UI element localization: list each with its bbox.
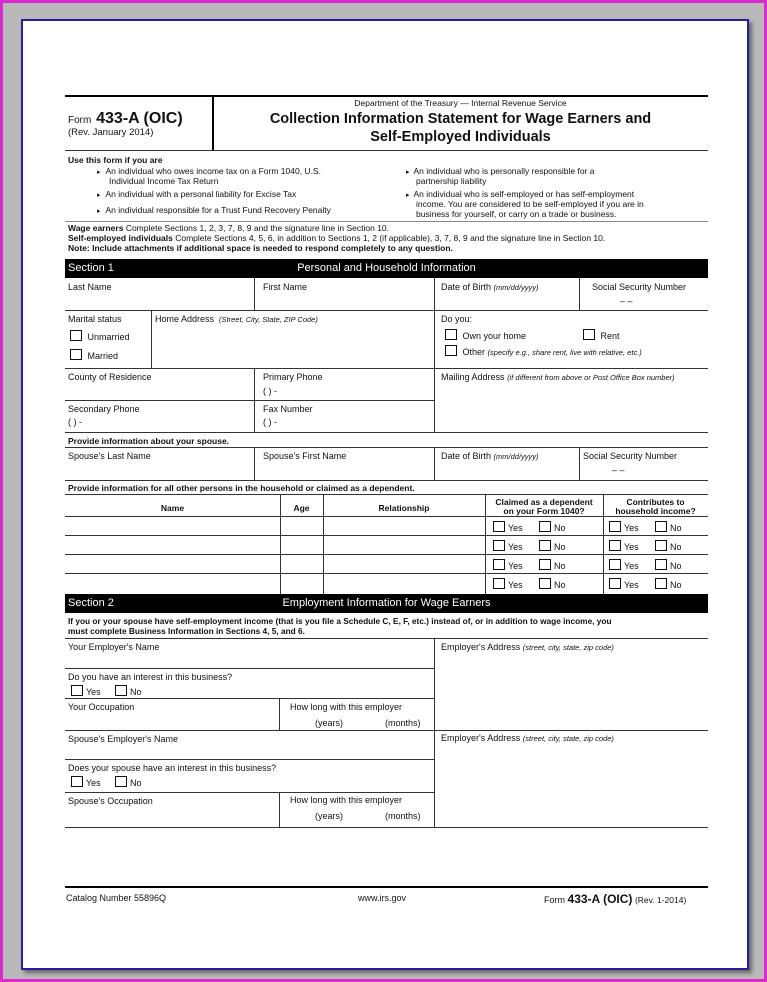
ssn-field[interactable] xyxy=(580,279,708,310)
first-name-field[interactable] xyxy=(255,279,434,310)
intro-rule xyxy=(65,221,708,222)
occupation-label: Your Occupation xyxy=(68,702,135,712)
divider xyxy=(279,792,280,827)
mailing-address-label: Mailing Address (if different from above or Post Office Box number) xyxy=(441,372,675,382)
spouse-interest-yes-option[interactable]: Yes xyxy=(71,776,101,788)
secondary-phone-field[interactable]: ( ) - xyxy=(68,417,82,427)
section2-title: Employment Information for Wage Earners xyxy=(282,597,491,609)
primary-phone-field[interactable]: ( ) - xyxy=(263,386,277,396)
col-name-header: Name xyxy=(160,503,185,513)
intro-bullet-right-1: ▸ An individual who is personally responsible for a xyxy=(406,166,595,176)
divider xyxy=(434,310,435,368)
interest-yes-option[interactable]: Yes xyxy=(71,685,101,697)
employer-address-label: Employer's Address (street, city, state, zip code) xyxy=(441,642,614,652)
employer-name-field[interactable] xyxy=(65,639,434,668)
spouse-ssn-dashes: – – xyxy=(612,465,625,475)
rule xyxy=(65,792,434,793)
spouse-interest-question: Does your spouse have an interest in this business? xyxy=(68,763,277,773)
spouse-first-name-label: Spouse's First Name xyxy=(263,451,347,461)
form-word: Form xyxy=(68,115,92,126)
spouse-dob-label: Date of Birth (mm/dd/yyyy) xyxy=(441,451,539,461)
other-checkbox[interactable] xyxy=(445,345,457,356)
intro-bullet-right-2b: income. You are considered to be self-employed if you are in xyxy=(416,199,644,209)
section1-number: Section 1 xyxy=(68,262,114,274)
attachments-note: Note: Include attachments if additional space is needed to respond completely to any question. xyxy=(68,243,453,253)
col-claimed-header-1: Claimed as a dependent xyxy=(495,497,593,507)
agency-name: Department of the Treasury — Internal Revenue Service xyxy=(354,98,567,108)
rent-option[interactable]: Rent xyxy=(583,329,620,341)
header-top-rule xyxy=(65,95,708,97)
married-checkbox[interactable] xyxy=(70,349,82,360)
claimed-no[interactable]: No xyxy=(539,540,566,552)
rule xyxy=(65,827,708,828)
intro-bullet-left-2: ▸ An individual with a personal liability for Excise Tax xyxy=(97,189,297,199)
divider xyxy=(279,698,280,730)
contrib-yes[interactable]: Yes xyxy=(609,521,639,533)
contrib-no[interactable]: No xyxy=(655,578,682,590)
home-address-label: Home Address (Street, City, State, ZIP Code) xyxy=(155,314,318,324)
interest-question: Do you have an interest in this business? xyxy=(68,672,233,682)
footer-rule xyxy=(65,886,708,888)
marital-status-label: Marital status xyxy=(68,314,122,324)
months-field[interactable]: (months) xyxy=(385,718,421,728)
contrib-yes[interactable]: Yes xyxy=(609,578,639,590)
spouse-employer-address-label: Employer's Address (street, city, state, zip code) xyxy=(441,733,614,743)
interest-no-checkbox[interactable] xyxy=(115,685,127,696)
contrib-yes[interactable]: Yes xyxy=(609,540,639,552)
rule xyxy=(65,698,434,699)
claimed-no[interactable]: No xyxy=(539,578,566,590)
unmarried-option[interactable]: Unmarried xyxy=(70,330,130,342)
county-field[interactable] xyxy=(65,381,254,401)
self-employed-instructions: Self-employed individuals Complete Sections 4, 5, 6, in addition to Sections 1, 2 (if applicable), 3, 7, 8, 9 and the signature line in Section 10. xyxy=(68,233,606,243)
ssn-label: Social Security Number xyxy=(592,282,687,292)
ssn-dashes: – – xyxy=(620,296,633,306)
do-you-label: Do you: xyxy=(441,314,473,324)
spouse-last-name-field[interactable] xyxy=(65,448,254,479)
spouse-employer-label: Spouse's Employer's Name xyxy=(68,734,178,744)
interest-no-option[interactable]: No xyxy=(115,685,142,697)
claimed-yes[interactable]: Yes xyxy=(493,540,523,552)
own-home-checkbox[interactable] xyxy=(445,329,457,340)
county-label: County of Residence xyxy=(68,372,152,382)
claimed-no[interactable]: No xyxy=(539,559,566,571)
spouse-interest-yes-checkbox[interactable] xyxy=(71,776,83,787)
contrib-no[interactable]: No xyxy=(655,521,682,533)
rent-checkbox[interactable] xyxy=(583,329,595,340)
rule xyxy=(65,480,708,481)
form-title-line2: Self-Employed Individuals xyxy=(370,129,551,145)
header-bottom-rule xyxy=(65,150,708,151)
how-long-label: How long with this employer xyxy=(290,702,403,712)
household-table xyxy=(65,495,708,595)
rule xyxy=(65,759,434,760)
spouse-employer-field[interactable] xyxy=(65,731,434,759)
last-name-label: Last Name xyxy=(68,282,112,292)
fax-label: Fax Number xyxy=(263,404,313,414)
spouse-prompt: Provide information about your spouse. xyxy=(68,436,230,446)
mailing-address-field[interactable] xyxy=(435,383,708,431)
claimed-yes[interactable]: Yes xyxy=(493,521,523,533)
catalog-number: Catalog Number 55896Q xyxy=(66,893,167,903)
secondary-phone-label: Secondary Phone xyxy=(68,404,140,414)
form-label xyxy=(68,110,183,128)
col-relationship-header: Relationship xyxy=(378,503,430,513)
form-revision: (Rev. January 2014) xyxy=(68,127,154,138)
primary-phone-label: Primary Phone xyxy=(263,372,323,382)
rule xyxy=(65,310,708,311)
table-row xyxy=(65,517,708,536)
use-form-heading: Use this form if you are xyxy=(68,155,163,165)
other-option[interactable]: Other (specify e.g., share rent, live with relative, etc.) xyxy=(445,345,642,357)
form-page xyxy=(21,19,749,970)
intro-bullet-left-1b: Individual Income Tax Return xyxy=(109,176,219,186)
contrib-yes[interactable]: Yes xyxy=(609,559,639,571)
married-option[interactable]: Married xyxy=(70,349,118,361)
spouse-occupation-field[interactable] xyxy=(65,805,279,826)
rule xyxy=(65,400,434,401)
spouse-how-long-label: How long with this employer xyxy=(290,795,403,805)
section1-bar xyxy=(65,259,708,278)
interest-yes-checkbox[interactable] xyxy=(71,685,83,696)
intro-bullet-right-2: ▸ An individual who is self-employed or has self-employment xyxy=(406,189,635,199)
spouse-months-field[interactable]: (months) xyxy=(385,811,421,821)
rule xyxy=(65,432,708,433)
claimed-yes[interactable]: Yes xyxy=(493,559,523,571)
website: www.irs.gov xyxy=(358,893,407,903)
contrib-no[interactable]: No xyxy=(655,559,682,571)
col-contrib-header-1: Contributes to xyxy=(626,497,685,507)
form-number: 433-A (OIC) xyxy=(96,110,183,127)
col-claimed-header-2: on your Form 1040? xyxy=(503,506,585,516)
fax-field[interactable]: ( ) - xyxy=(263,417,277,427)
table-row xyxy=(65,536,708,555)
spouse-dob-field[interactable] xyxy=(435,448,579,479)
spouse-years-field[interactable]: (years) xyxy=(315,811,344,821)
spouse-occupation-label: Spouse's Occupation xyxy=(68,796,153,806)
employer-name-label: Your Employer's Name xyxy=(68,642,160,652)
table-row xyxy=(65,555,708,574)
section2-number: Section 2 xyxy=(68,597,114,609)
contrib-no[interactable]: No xyxy=(655,540,682,552)
table-row xyxy=(65,574,708,594)
spouse-ssn-field[interactable] xyxy=(580,448,708,479)
home-address-field[interactable] xyxy=(152,325,434,367)
employer-address-field[interactable] xyxy=(435,653,708,729)
dob-label: Date of Birth (mm/dd/yyyy) xyxy=(441,282,539,292)
spouse-employer-address-field[interactable] xyxy=(435,744,708,826)
years-field[interactable]: (years) xyxy=(315,718,344,728)
household-prompt: Provide information for all other persons in the household or claimed as a dependent. xyxy=(68,483,415,493)
last-name-field[interactable] xyxy=(65,279,254,310)
spouse-interest-no-checkbox[interactable] xyxy=(115,776,127,787)
form-title-line1: Collection Information Statement for Wage Earners and xyxy=(269,111,652,127)
wage-earners-instructions: Wage earners Complete Sections 1, 2, 3, 7, 8, 9 and the signature line in Section 10. xyxy=(68,223,390,233)
section2-bar xyxy=(65,594,708,613)
claimed-yes[interactable]: Yes xyxy=(493,578,523,590)
spouse-last-name-label: Spouse's Last Name xyxy=(68,451,151,461)
rule xyxy=(65,668,434,669)
col-contrib-header-2: household income? xyxy=(615,506,696,516)
spouse-ssn-label: Social Security Number xyxy=(583,451,678,461)
spouse-interest-no-option[interactable]: No xyxy=(115,776,142,788)
intro-bullet-right-1b: partnership liability xyxy=(416,176,487,186)
first-name-label: First Name xyxy=(263,282,308,292)
intro-bullet-left-1: ▸ An individual who owes income tax on a Form 1040, U.S. xyxy=(97,166,321,176)
section2-intro-line2: must complete Business Information in Sections 4, 5, and 6. xyxy=(68,626,305,636)
unmarried-checkbox[interactable] xyxy=(70,330,82,341)
occupation-field[interactable] xyxy=(65,711,279,729)
intro-bullet-left-3: ▸ An individual responsible for a Trust Fund Recovery Penalty xyxy=(97,205,331,215)
footer-form-label: Form 433-A (OIC) (Rev. 1-2014) xyxy=(544,892,687,906)
section2-intro-line1: If you or your spouse have self-employment income (that is you file a Schedule C, E, F, etc.) instead of, or in addition to wage income, you xyxy=(68,616,612,626)
dob-field[interactable] xyxy=(435,279,579,310)
claimed-no[interactable]: No xyxy=(539,521,566,533)
col-age-header: Age xyxy=(293,503,310,513)
rule xyxy=(65,368,708,369)
intro-bullet-right-2c: business for yourself, or carry on a trade or business. xyxy=(416,209,617,219)
own-home-option[interactable]: Own your home xyxy=(445,329,526,341)
section1-title: Personal and Household Information xyxy=(297,262,476,274)
spouse-first-name-field[interactable] xyxy=(255,448,434,479)
